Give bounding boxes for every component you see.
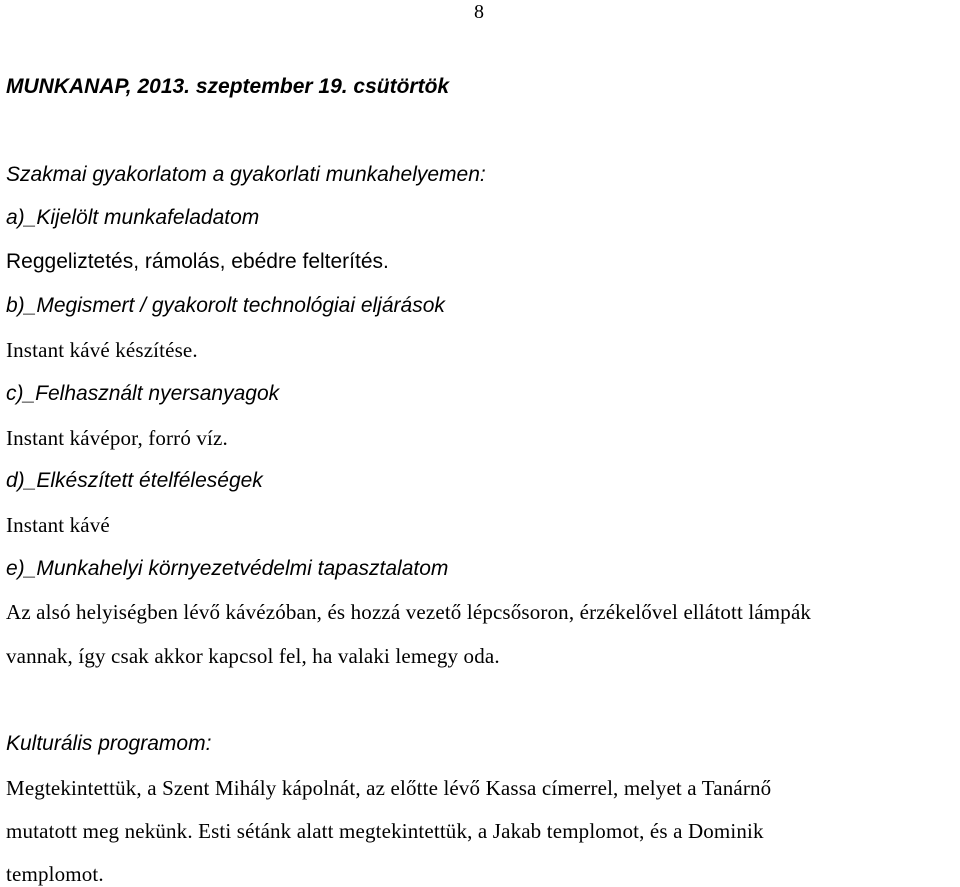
- cultural-heading: Kulturális programom:: [6, 732, 212, 755]
- section-a-heading: a)_Kijelölt munkafeladatom: [6, 206, 260, 229]
- section-b-text: Instant kávé készítése.: [6, 338, 198, 362]
- section-c-text: Instant kávépor, forró víz.: [6, 426, 228, 450]
- section-e-heading: e)_Munkahelyi környezetvédelmi tapasztalatom: [6, 557, 449, 580]
- section-c-heading: c)_Felhasznált nyersanyagok: [6, 382, 280, 405]
- practice-heading: Szakmai gyakorlatom a gyakorlati munkahelyemen:: [6, 163, 486, 186]
- section-b-heading: b)_Megismert / gyakorolt technológiai eljárások: [6, 294, 445, 317]
- workday-heading: MUNKANAP, 2013. szeptember 19. csütörtök: [6, 75, 450, 98]
- section-e-text-line: Az alsó helyiségben lévő kávézóban, és hozzá vezető lépcsősoron, érzékelővel ellátott lámpák: [6, 600, 812, 624]
- section-a-text: Reggeliztetés, rámolás, ebédre felterítés.: [6, 250, 389, 273]
- section-d-text: Instant kávé: [6, 513, 110, 537]
- cultural-text-line: mutatott meg nekünk. Esti sétánk alatt megtekintettük, a Jakab templomot, és a Dominik: [6, 819, 764, 843]
- section-e-text-line: vannak, így csak akkor kapcsol fel, ha valaki lemegy oda.: [6, 644, 500, 668]
- page-number: 8: [474, 1, 484, 23]
- cultural-text-line: Megtekintettük, a Szent Mihály kápolnát, az előtte lévő Kassa címerrel, melyet a Tanárnő: [6, 776, 772, 800]
- cultural-text-line: templomot.: [6, 862, 104, 886]
- section-d-heading: d)_Elkészített ételféleségek: [6, 469, 263, 492]
